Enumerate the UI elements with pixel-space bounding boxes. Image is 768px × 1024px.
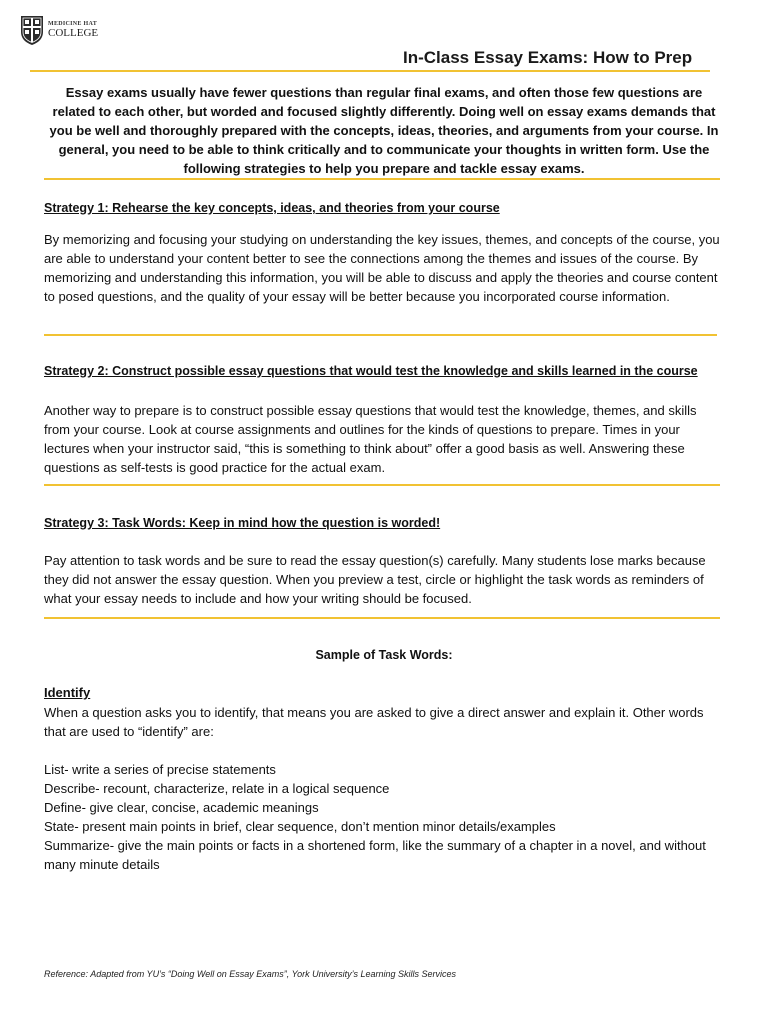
title-rule bbox=[30, 70, 710, 72]
strategy-1-rule bbox=[44, 334, 717, 336]
intro-paragraph: Essay exams usually have fewer questions than regular final exams, and often those few questions are related to each other, but worded and focused slightly differently. Doing well on essay exams demands that you be well and thoroughly prepared with the concepts, ideas, theories, and arguments from your course. In general, you need to be able to think critically and to communicate your thoughts in written form. Use the following strategies to help you prepare and tackle essay exams. bbox=[49, 85, 719, 176]
crest-icon bbox=[20, 14, 44, 46]
strategy-3-rule bbox=[44, 617, 720, 619]
task-word-item: Summarize- give the main points or facts in a shortened form, like the summary of a chapter in a novel, and without many minute details bbox=[44, 838, 706, 872]
strategy-2-rule bbox=[44, 484, 720, 486]
logo-bottom-text: COLLEGE bbox=[48, 27, 99, 39]
identify-body: When a question asks you to identify, that means you are asked to give a direct answer and explain it. Other words that are used to “identify” are: bbox=[44, 705, 704, 739]
strategy-1-body: By memorizing and focusing your studying on understanding the key issues, themes, and concepts of the course, you are able to understand your content better to see the connections among the themes and issues of the course. By memorizing and understanding this information, you will be able to discuss and apply the theories and course content to posed questions, and the quality of your essay will be better because you incorporated course information. bbox=[44, 232, 720, 304]
reference-note: Reference: Adapted from YU’s “Doing Well on Essay Exams”, York University’s Learning Skills Services bbox=[44, 969, 457, 979]
document-title: In-Class Essay Exams: How to Prep bbox=[403, 48, 693, 67]
strategy-2-body: Another way to prepare is to construct possible essay questions that would test the knowledge, themes, and skills from your course. Look at course assignments and outlines for the kinds of questions to prepare. Times in your lectures when your instructor said, “this is something to think about” offer a good basis as well. Answering these questions as self-tests is good practice for the actual exam. bbox=[44, 403, 697, 475]
task-word-item: Describe- recount, characterize, relate in a logical sequence bbox=[44, 781, 390, 796]
identify-heading: Identify bbox=[44, 685, 91, 700]
task-word-item: List- write a series of precise statements bbox=[44, 762, 276, 777]
task-word-item: State- present main points in brief, clear sequence, don’t mention minor details/examples bbox=[44, 819, 556, 834]
sample-task-words-heading: Sample of Task Words: bbox=[315, 648, 453, 662]
strategy-2-heading: Strategy 2: Construct possible essay questions that would test the knowledge and skills learned in the course bbox=[44, 364, 698, 378]
strategy-1-heading: Strategy 1: Rehearse the key concepts, ideas, and theories from your course bbox=[44, 201, 500, 215]
strategy-3-body: Pay attention to task words and be sure to read the essay question(s) carefully. Many students lose marks because they did not answer the essay question. When you preview a test, circle or highlight the task words as reminders of what your essay needs to include and how your writing should be focused. bbox=[44, 553, 706, 606]
college-logo bbox=[20, 14, 98, 46]
strategy-3-heading: Strategy 3: Task Words: Keep in mind how the question is worded! bbox=[44, 516, 441, 530]
logo-top-text: MEDICINE HAT bbox=[48, 21, 97, 27]
intro-rule bbox=[44, 178, 720, 180]
task-word-item: Define- give clear, concise, academic meanings bbox=[44, 800, 319, 815]
